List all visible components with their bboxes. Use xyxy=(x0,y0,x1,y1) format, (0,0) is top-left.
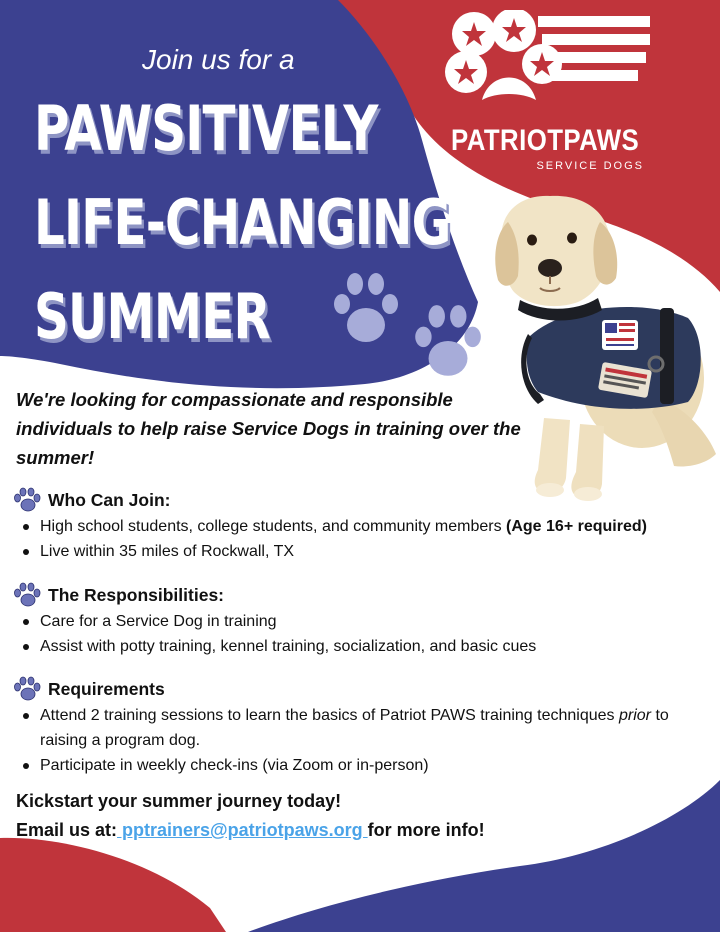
list-item: Participate in weekly check-ins (via Zoom or in-person) xyxy=(40,753,710,778)
headline-line-2: LIFE-CHANGING xyxy=(34,186,451,259)
email-prefix: Email us at: xyxy=(16,820,118,840)
list-item: Live within 35 miles of Rockwall, TX xyxy=(40,539,647,564)
paw-print-icon xyxy=(12,487,42,513)
paw-print-icon xyxy=(410,302,484,384)
paw-print-icon xyxy=(330,270,400,350)
intro-text: Join us for a xyxy=(142,44,295,75)
email-link[interactable]: pptrainers@patriotpaws.org xyxy=(117,820,368,840)
cta-email-line xyxy=(16,818,485,842)
list-item xyxy=(40,703,710,753)
logo-tagline: SERVICE DOGS xyxy=(536,160,644,172)
headline-line-3: SUMMER xyxy=(34,280,270,353)
patriotpaws-logo xyxy=(436,10,650,170)
flag-paw-logo-icon xyxy=(442,10,650,110)
responsibilities-heading xyxy=(12,582,224,608)
intro-paragraph: We're looking for compassionate and responsible individuals to help raise Service Dogs in training over the summer! xyxy=(16,389,521,468)
red-bottom-shape xyxy=(0,838,226,932)
requirements-list xyxy=(40,703,710,778)
headline-line-1: PAWSITIVELY xyxy=(34,92,378,165)
paw-print-icon xyxy=(12,676,42,702)
responsibilities-list xyxy=(40,609,536,659)
who-can-join-heading xyxy=(12,487,170,513)
list-item: Care for a Service Dog in training xyxy=(40,609,536,634)
emphasis-text: prior xyxy=(618,707,651,724)
age-requirement: (Age 16+ required) xyxy=(506,518,647,535)
logo-wordmark: PATRIOTPAWS xyxy=(450,124,640,157)
list-item xyxy=(40,514,647,539)
cta-heading: Kickstart your summer journey today! xyxy=(16,791,342,811)
requirements-title: Requirements xyxy=(48,679,165,699)
who-can-join-title: Who Can Join: xyxy=(48,490,171,510)
requirements-heading xyxy=(12,676,165,702)
responsibilities-title: The Responsibilities: xyxy=(48,585,224,605)
list-item-text: to raising a program dog. xyxy=(40,707,669,749)
paw-print-icon xyxy=(12,582,42,608)
list-item: Assist with potty training, kennel training, socialization, and basic cues xyxy=(40,634,536,659)
list-item-text: Attend 2 training sessions to learn the basics of Patriot PAWS training techniques xyxy=(40,707,619,724)
who-can-join-list xyxy=(40,514,647,564)
email-suffix: for more info! xyxy=(367,820,485,840)
list-item-text: High school students, college students, and community members xyxy=(40,518,507,535)
